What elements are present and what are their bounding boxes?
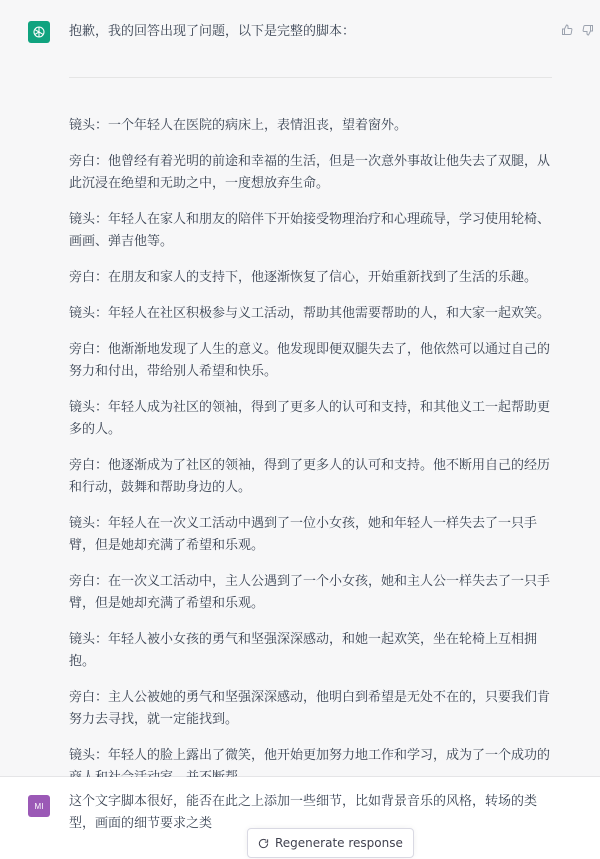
script-line: 镜头：年轻人的脸上露出了微笑，他开始更加努力地工作和学习，成为了一个成功的 <box>69 748 551 763</box>
script-line: 旁白：在朋友和家人的支持下，他逐渐恢复了信心，开始重新找到了生活的乐趣。 <box>69 270 538 285</box>
assistant-intro-text <box>69 21 559 43</box>
thumbs-up-button[interactable] <box>561 24 573 36</box>
script-line: 镜头：年轻人被小女孩的勇气和坚强深深感动，和她一起欢笑，坐在轮椅上互相拥抱。 <box>69 632 538 669</box>
thumbs-up-icon <box>561 24 573 36</box>
chatgpt-logo-icon <box>28 21 50 43</box>
regenerate-response-button[interactable] <box>247 828 414 858</box>
user-avatar: MI <box>28 795 50 817</box>
divider <box>69 77 552 78</box>
script-line: 旁白：他曾经有着光明的前途和幸福的生活，但是一次意外事故让他失去了双腿，从此沉浸在绝望和无助之中，一度想放弃生命。 <box>69 154 551 191</box>
regenerate-label: Regenerate response <box>275 836 403 850</box>
script-line: 镜头：年轻人在一次义工活动中遇到了一位小女孩，她和年轻人一样失去了一只手臂，但是她却充满了希望和乐观。 <box>69 516 538 553</box>
script-line: 镜头：年轻人成为社区的领袖，得到了更多人的认可和支持，和其他义工一起帮助更多的人。 <box>69 400 551 437</box>
script-line: 镜头：年轻人在社区积极参与义工活动，帮助其他需要帮助的人，和大家一起欢笑。 <box>69 306 551 321</box>
thumbs-down-icon <box>582 24 594 36</box>
script-line: 镜头：一个年轻人在医院的病床上，表情沮丧，望着窗外。 <box>69 118 408 133</box>
script-line: 旁白：他逐渐成为了社区的领袖，得到了更多人的认可和支持。他不断用自己的经历和行动，鼓舞和帮助身边的人。 <box>69 458 551 495</box>
intro-line: 抱歉，我的回答出现了问题，以下是完整的脚本： <box>69 24 356 39</box>
script-line: 旁白：他渐渐地发现了人生的意义。他发现即便双腿失去了，他依然可以通过自己的努力和付出，带给别人希望和快乐。 <box>69 342 551 379</box>
script-body <box>69 115 559 803</box>
refresh-icon <box>258 838 269 849</box>
script-line: 旁白：在一次义工活动中，主人公遇到了一个小女孩，她和主人公一样失去了一只手臂，但是她却充满了希望和乐观。 <box>69 574 551 611</box>
user-message-line: 这个文字脚本很好，能否在此之上添加一些细节，比如背景音乐的风格，转场的类型，画面的细节要求之类 <box>69 794 538 831</box>
thumbs-down-button[interactable] <box>582 24 594 36</box>
script-line: 镜头：年轻人在家人和朋友的陪伴下开始接受物理治疗和心理疏导，学习使用轮椅、画画、弹吉他等。 <box>69 212 551 249</box>
script-line: 旁白：主人公被她的勇气和坚强深深感动，他明白到希望是无处不在的，只要我们肯努力去寻找，就一定能找到。 <box>69 690 551 727</box>
